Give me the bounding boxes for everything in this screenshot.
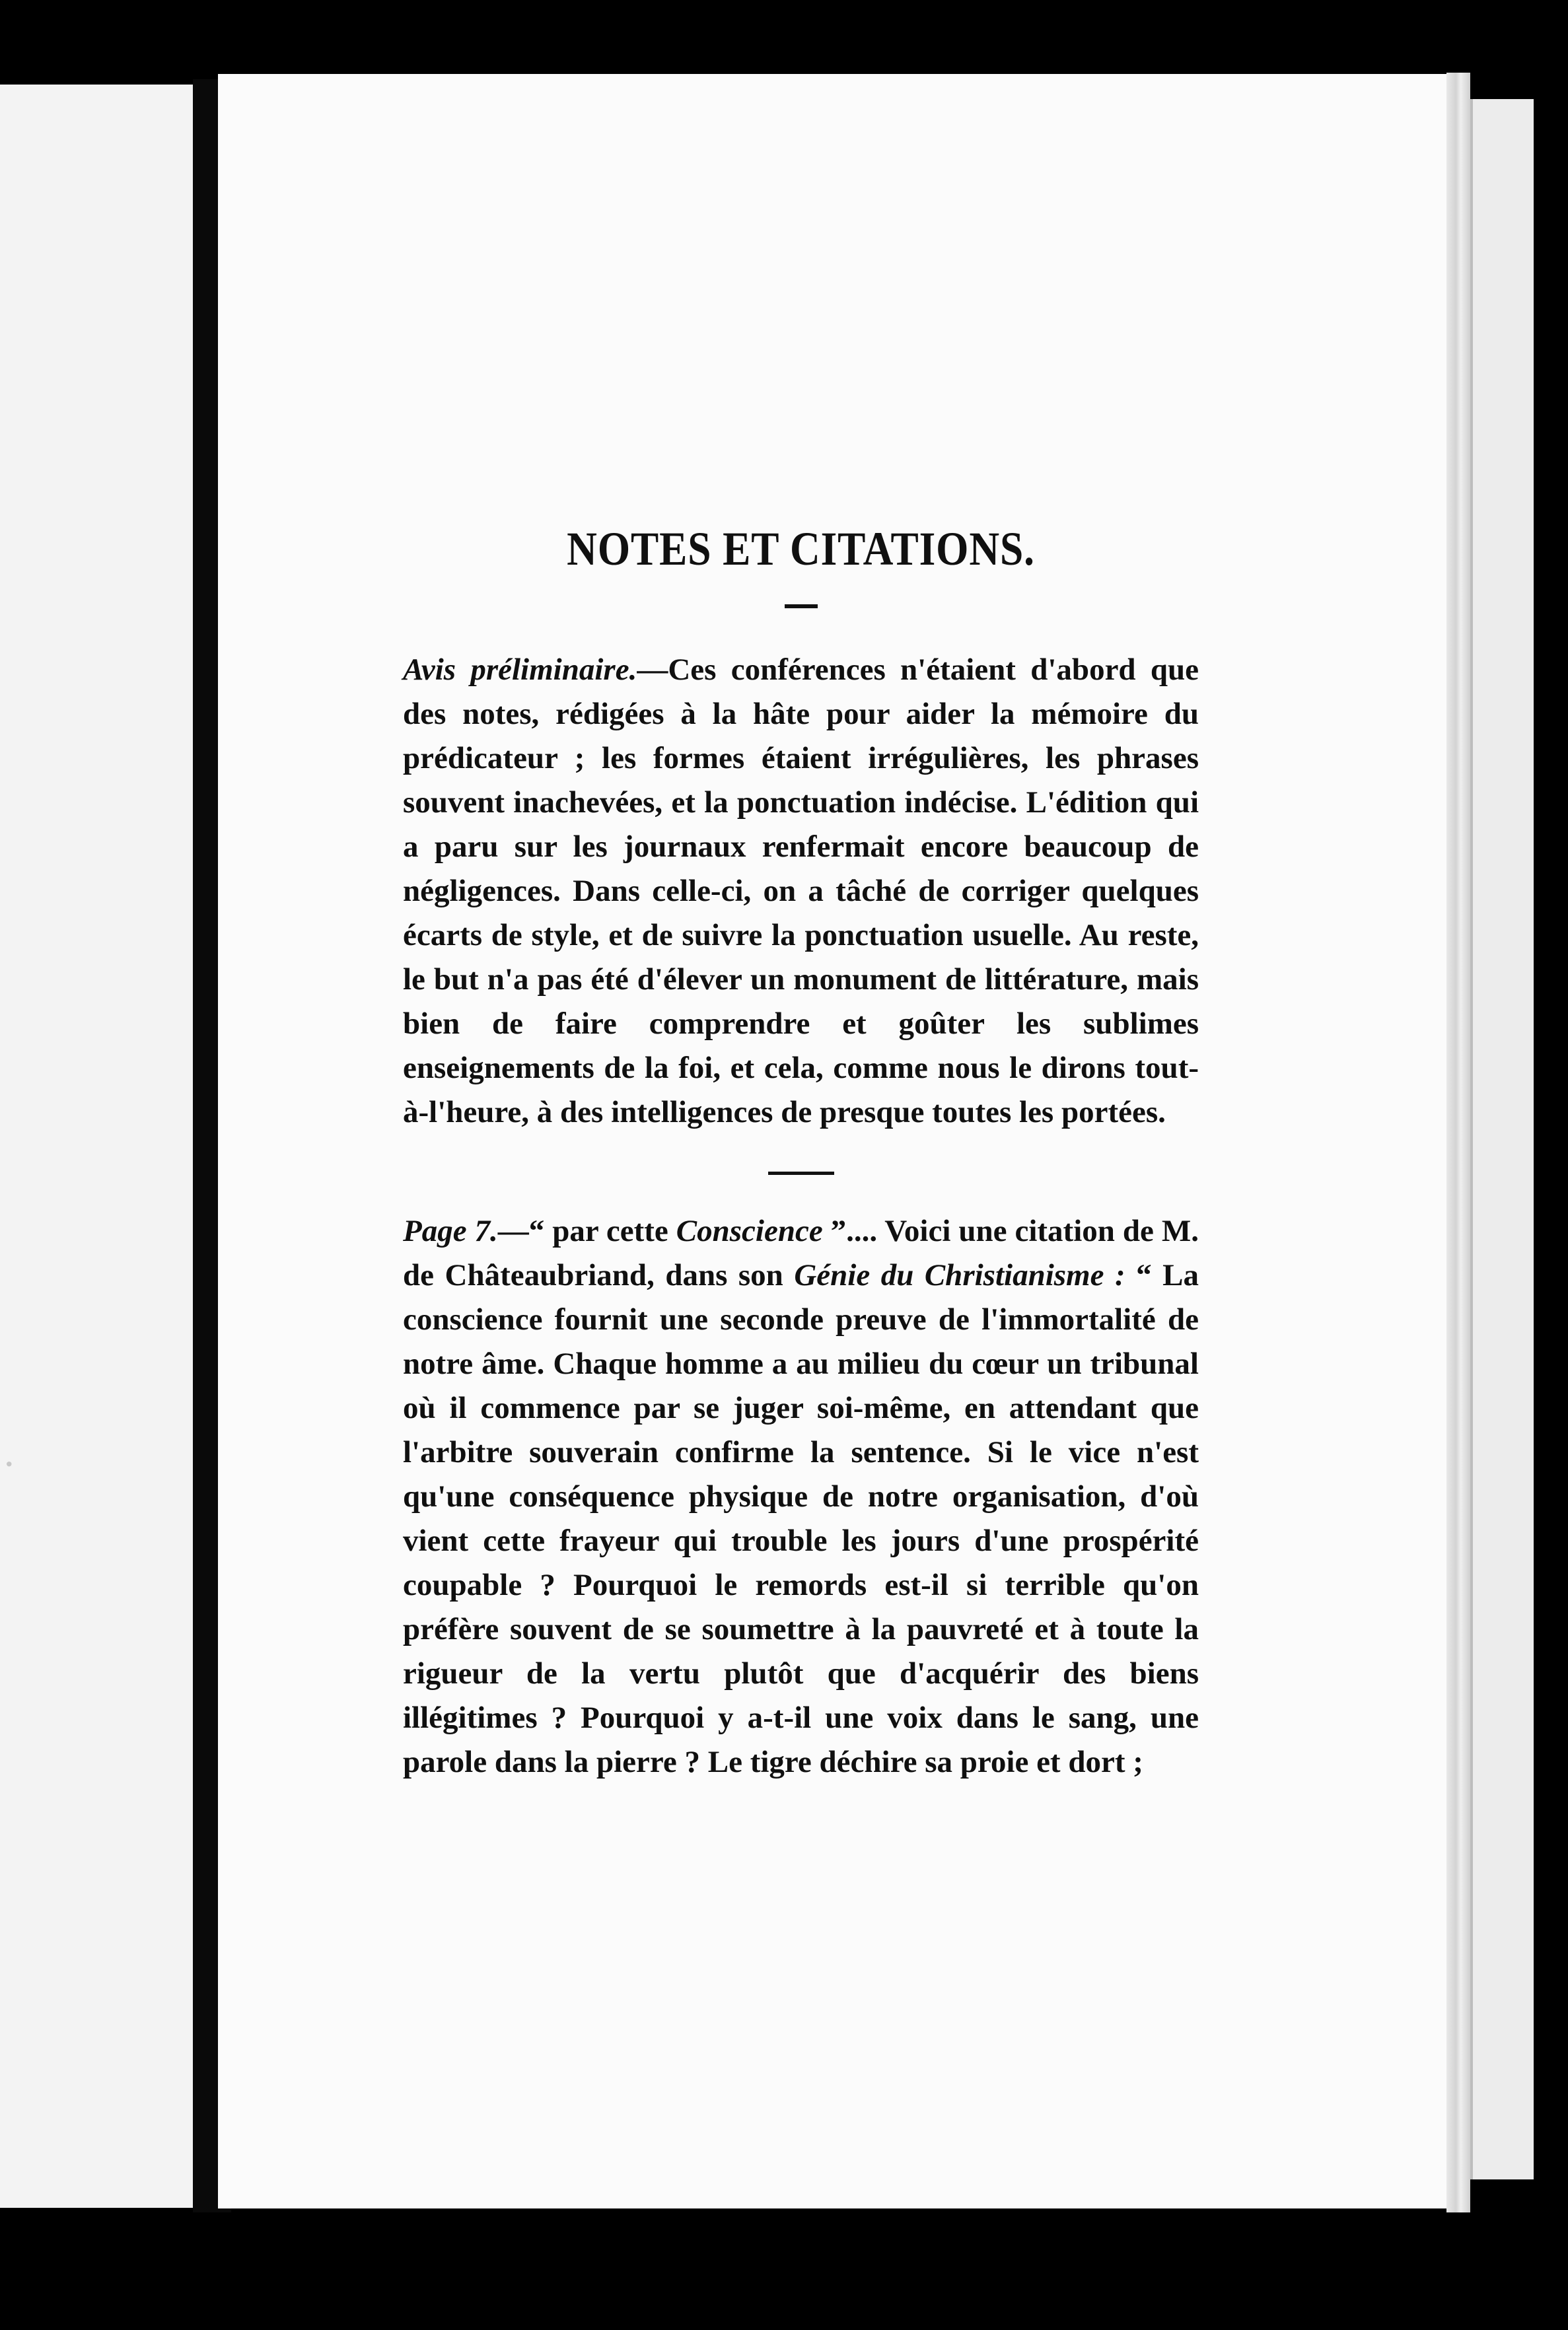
page7-quote-close: ”.... Voici une citation de M. de Châteaubriand, dans son (403, 1214, 1199, 1292)
avis-text: —Ces conférences n'étaient d'abord que des notes, rédigées à la hâte pour aider la mémoire du prédicateur ; les formes étaient irrégulières, les phrases souvent inachevées, et la ponctuation indécise. L'édition qui a paru sur les journaux renfermait encore beaucoup de négligences. Dans celle-ci, on a tâché de corriger quelques écarts de style, et de suivre la ponctuation usuelle. Au reste, le but n'a pas été d'élever un monument de littérature, mais bien de faire comprendre et goûter les sublimes enseignements de la foi, et cela, comme nous le dirons tout-à-l'heure, à des intelligences de presque toutes les portées. (403, 653, 1199, 1129)
page7-lead: Page 7. (403, 1214, 498, 1248)
ghost-glyph: . (5, 1439, 13, 1473)
page7-quote-open: —“ par cette (497, 1214, 676, 1248)
page7-paragraph (403, 1209, 1199, 1784)
page-content (403, 522, 1199, 1784)
page-stack-edge (1470, 99, 1534, 2179)
page7-work-title: Génie du Christianisme : (794, 1258, 1125, 1292)
page-title: NOTES ET CITATIONS. (567, 522, 1035, 575)
page-edge (1446, 73, 1470, 2212)
title-rule (785, 604, 818, 608)
avis-lead: Avis préliminaire. (403, 653, 637, 687)
page7-conscience: Conscience (676, 1214, 823, 1248)
page7-text: “ La conscience fournit une seconde preuve de l'immortalité de notre âme. Chaque homme a au milieu du cœur un tribunal où il commence par se juger soi-même, en attendant que l'arbitre souverain confirme la sentence. Si le vice n'est qu'une conséquence physique de notre organisation, d'où vient cette frayeur qui trouble les jours d'une prospérité coupable ? Pourquoi le remords est-il si terrible qu'on préfère souvent de se soumettre à la pauvreté et à toute la rigueur de la vertu plutôt que d'acquérir des biens illégitimes ? Pourquoi y a-t-il une voix dans le sang, une parole dans la pierre ? Le tigre déchire sa proie et dort ; (403, 1258, 1199, 1779)
previous-page (0, 85, 193, 2208)
avis-paragraph (403, 648, 1199, 1135)
section-rule (768, 1172, 834, 1175)
